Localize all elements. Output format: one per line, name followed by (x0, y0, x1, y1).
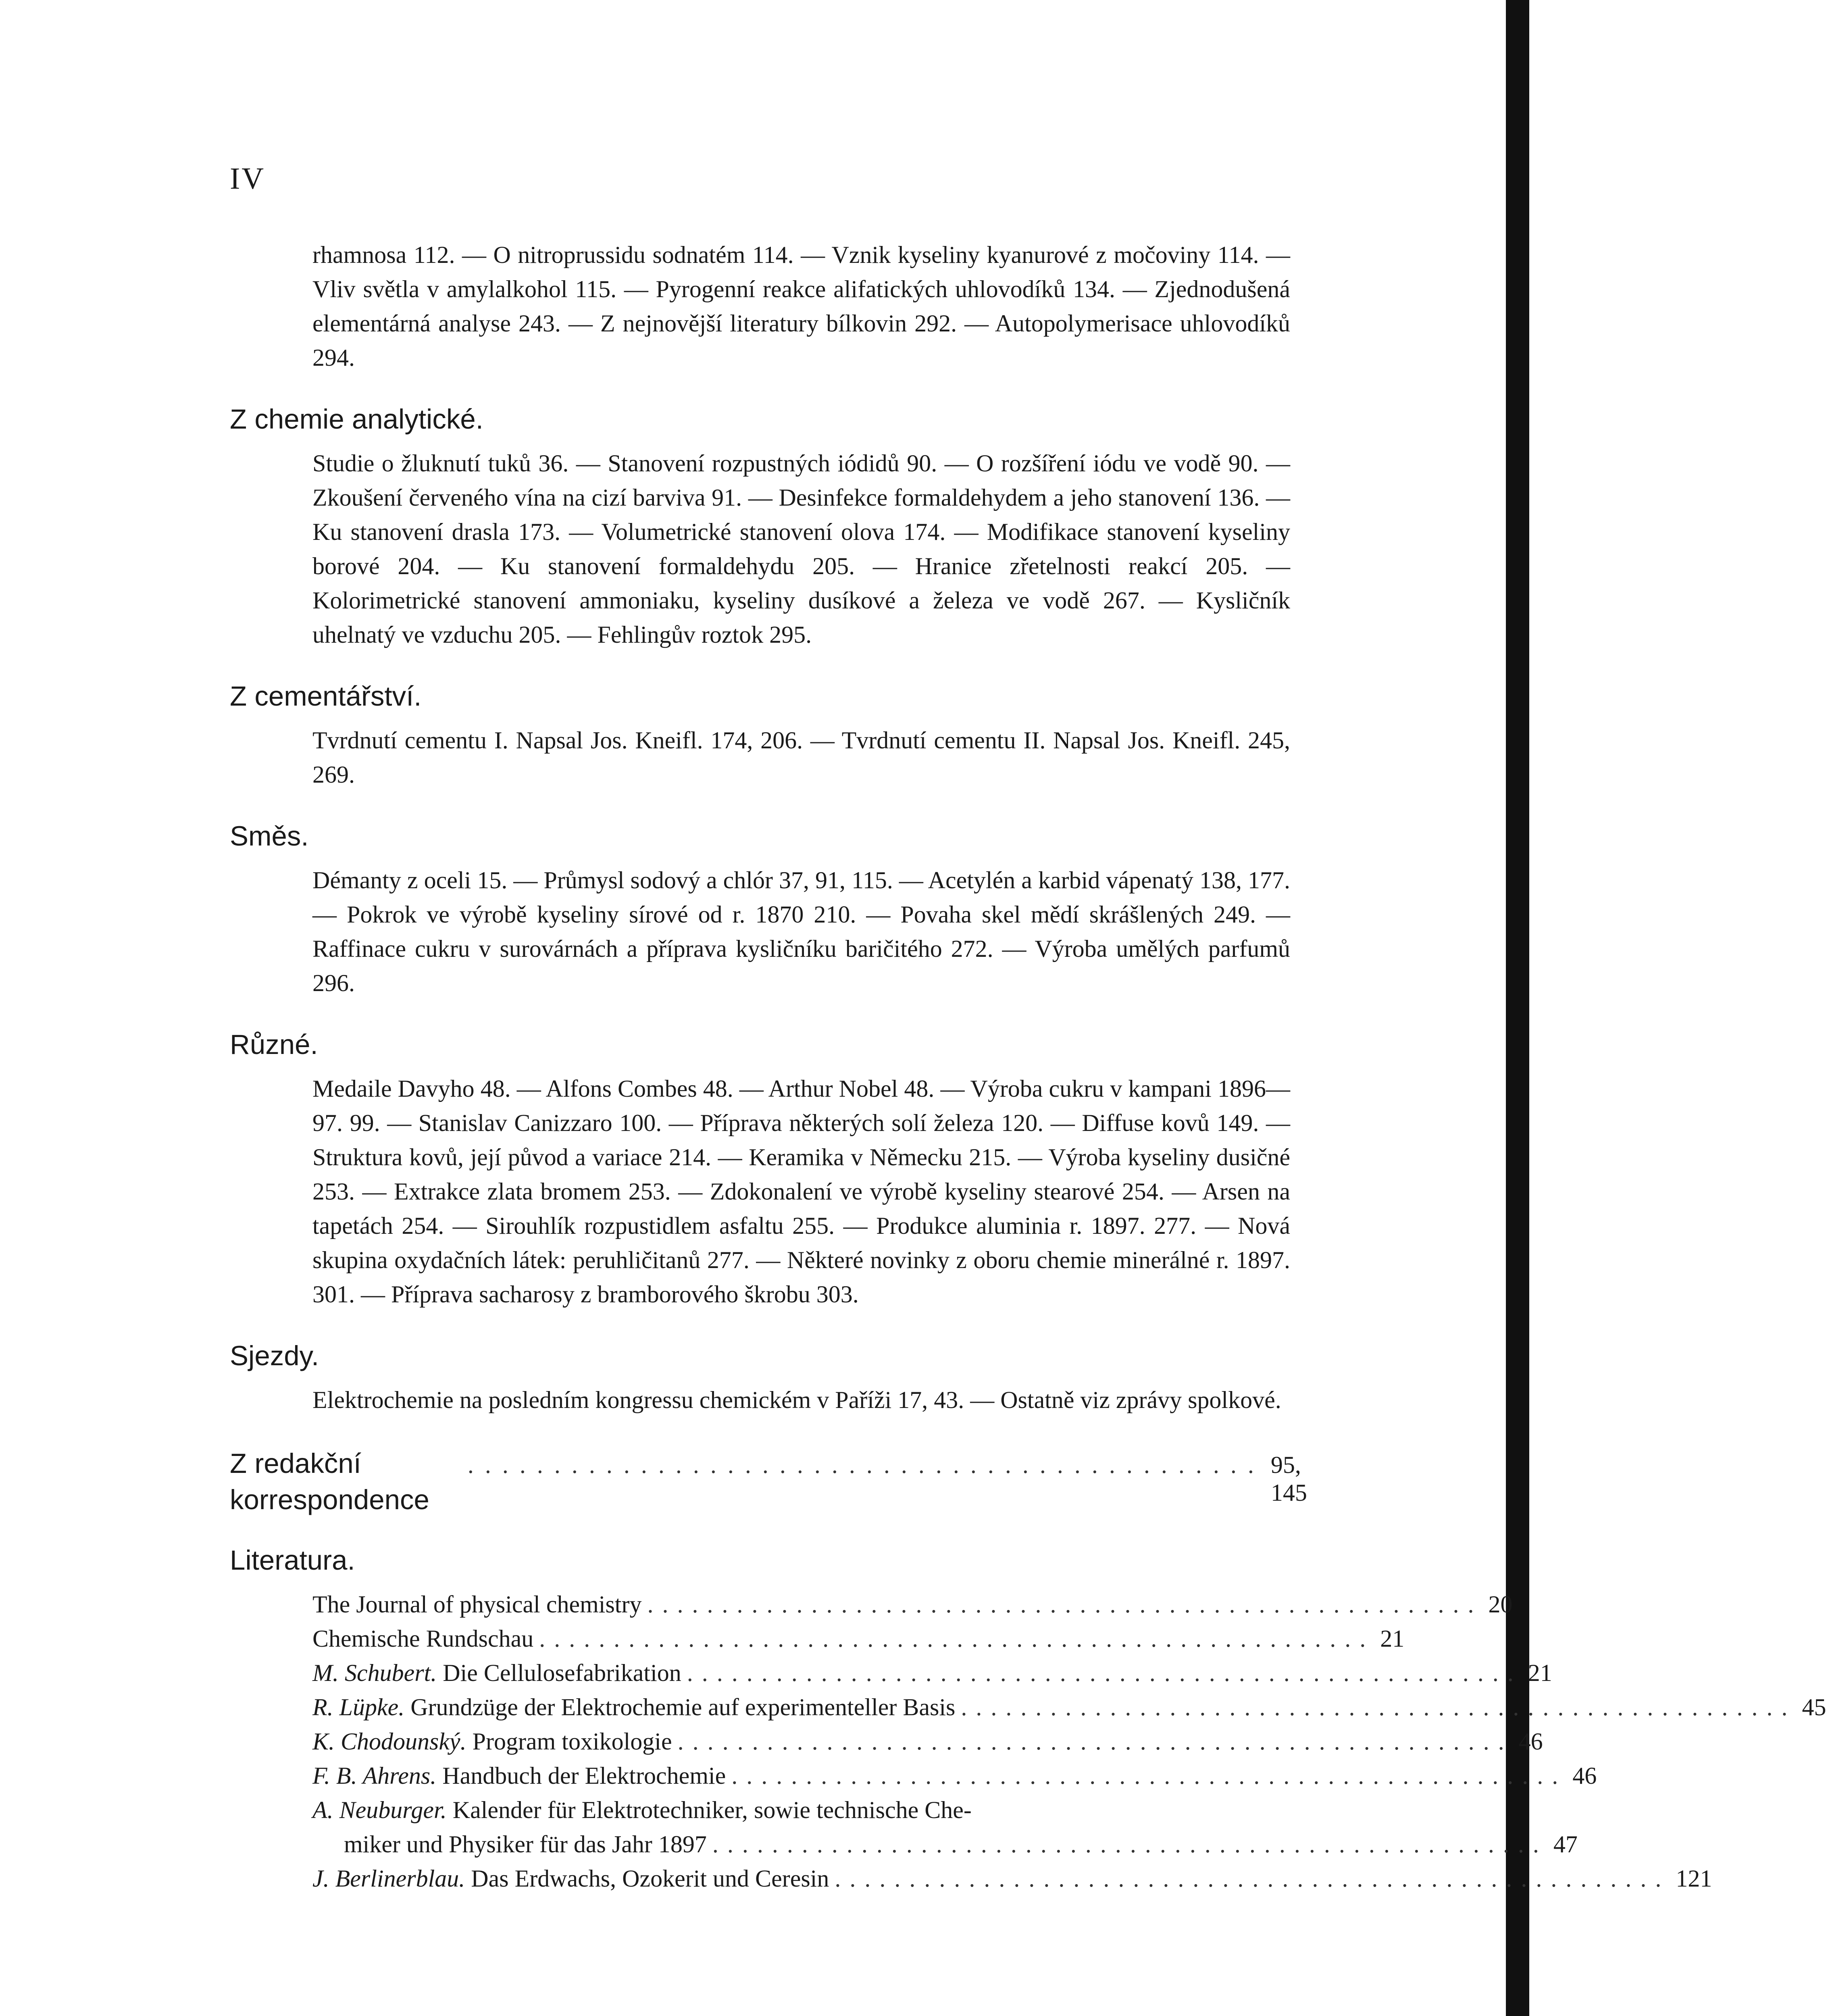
section-heading-cement: Z cementářství. (230, 681, 422, 712)
literature-page: 45 (1802, 1694, 1826, 1720)
literature-entry (312, 1759, 1597, 1793)
dot-leader: ........................................................ (687, 1660, 1522, 1686)
literature-entry (312, 1793, 1578, 1862)
section-text-analytic: Studie o žluknutí tuků 36. — Stanovení rozpustných iódidů 90. — O rozšíření iódu ve vodě 90. — Zkoušení červeného vína na cizí barviva 91. — Desinfekce formaldehydem a jeho stanovení 136. — Ku stanovení drasla 173. — Volumetrické stanovení olova 174. — Modifikace stanovení kyseliny borové 204. — Ku stanovení formaldehydu 205. — Hranice zřetelnosti reakcí 205. — Kolorimetrické stanovení ammoniaku, kyseliny dusíkové a železa ve vodě 267. — Kysličník uhelnatý ve vzduchu 205. — Fehlingův roztok 295. (312, 450, 1290, 648)
literature-title: Chemische Rundschau (312, 1625, 534, 1652)
literature-author: K. Chodounský. (312, 1728, 466, 1755)
literature-list (312, 1587, 1826, 1896)
literature-author: M. Schubert. (312, 1660, 437, 1686)
literature-page: 46 (1572, 1762, 1597, 1789)
section-heading-analytic: Z chemie analytické. (230, 404, 483, 435)
dot-leader: ........................................................ (647, 1591, 1483, 1618)
literature-page: 20 (1488, 1591, 1513, 1618)
literature-entry (312, 1622, 1405, 1656)
literature-page: 121 (1676, 1865, 1712, 1892)
literature-entry (312, 1862, 1712, 1896)
literature-author: F. B. Ahrens. (312, 1762, 437, 1789)
dot-leader: ........................................................ (731, 1762, 1567, 1789)
literature-title: Program toxikologie (472, 1728, 672, 1755)
page-number: IV (230, 162, 266, 196)
dot-leader: .............................................. (467, 1452, 1265, 1478)
literature-page: 46 (1518, 1728, 1543, 1755)
literature-title: The Journal of physical chemistry (312, 1591, 642, 1618)
correspondence-pages: 95, 145 (1270, 1452, 1307, 1506)
dot-leader: ........................................................ (677, 1728, 1513, 1755)
literature-page: 47 (1553, 1831, 1578, 1858)
organic-chemistry-continuation: rhamnosa 112. — O nitroprussidu sodnatém 114. — Vznik kyseliny kyanurové z močoviny 114. — Vliv světla v amylalkohol 115. — Pyrogenní reakce alifatických uhlovodíků 134. — Zjednodušená elementárná analyse 243. — Z nejnovější literatury bílkovin 292. — Autopolymerisace uhlovodíků 294. (312, 242, 1290, 371)
dot-leader: ........................................................ (539, 1625, 1375, 1652)
section-heading-mix: Směs. (230, 821, 309, 852)
section-text-congress: Elektrochemie na posledním kongressu chemickém v Paříži 17, 43. — Ostatně viz zprávy spolkové. (312, 1387, 1281, 1413)
literature-author: A. Neuburger. (312, 1797, 447, 1823)
literature-title: Das Erdwachs, Ozokerit und Ceresin (471, 1865, 829, 1892)
literature-title: Handbuch der Elektrochemie (442, 1762, 726, 1789)
literature-title: Die Cellulosefabrikation (443, 1660, 681, 1686)
section-heading-congress: Sjezdy. (230, 1340, 319, 1371)
literature-page: 21 (1380, 1625, 1405, 1652)
literature-entry (312, 1656, 1552, 1690)
dot-leader: ........................................................ (712, 1831, 1548, 1858)
dot-leader: ........................................................ (835, 1865, 1670, 1892)
index-content (230, 238, 1826, 1896)
section-heading-correspondence: Z redakční korrespondence (230, 1448, 429, 1515)
literature-author: R. Lüpke. (312, 1694, 405, 1720)
section-text-misc: Medaile Davyho 48. — Alfons Combes 48. — Arthur Nobel 48. — Výroba cukru v kampani 1896—97. 99. — Stanislav Canizzaro 100. — Příprava některých solí železa 120. — Diffuse kovů 149. — Struktura kovů, její původ a variace 214. — Keramika v Německu 215. — Výroba kyseliny dusičné 253. — Extrakce zlata bromem 253. — Zdokonalení ve výrobě kyseliny stearové 254. — Arsen na tapetách 254. — Sirouhlík rozpustidlem asfaltu 255. — Produkce aluminia r. 1897. 277. — Nová skupina oxydačních látek: peruhličitanů 277. — Některé novinky z oboru chemie minerálné r. 1897. 301. — Příprava sacharosy z bramborového škrobu 303. (312, 1075, 1290, 1308)
literature-title: Grundzüge der Elektrochemie auf experimenteller Basis (410, 1694, 956, 1720)
section-heading-literature: Literatura. (230, 1545, 355, 1576)
literature-title-line1: Kalender für Elektrotechniker, sowie technische Che- (452, 1797, 972, 1823)
literature-title-line2: miker und Physiker für das Jahr 1897 (344, 1831, 707, 1858)
literature-entry (312, 1690, 1826, 1724)
section-heading-misc: Různé. (230, 1029, 318, 1060)
section-text-cement: Tvrdnutí cementu I. Napsal Jos. Kneifl. 174, 206. — Tvrdnutí cementu II. Napsal Jos. Kneifl. 245, 269. (312, 727, 1290, 788)
literature-entry (312, 1587, 1513, 1622)
dot-leader: ........................................................ (961, 1694, 1797, 1720)
section-text-mix: Démanty z oceli 15. — Průmysl sodový a chlór 37, 91, 115. — Acetylén a karbid vápenatý 138, 177. — Pokrok ve výrobě kyseliny sírové od r. 1870 210. — Povaha skel mědí skrášlených 249. — Raffinace cukru v surovárnách a příprava kysličníku baričitého 272. — Výroba umělých parfumů 296. (312, 867, 1290, 996)
literature-page: 21 (1528, 1660, 1552, 1686)
literature-entry (312, 1724, 1543, 1759)
correspondence-row (230, 1445, 1307, 1518)
literature-author: J. Berlinerblau. (312, 1865, 465, 1892)
